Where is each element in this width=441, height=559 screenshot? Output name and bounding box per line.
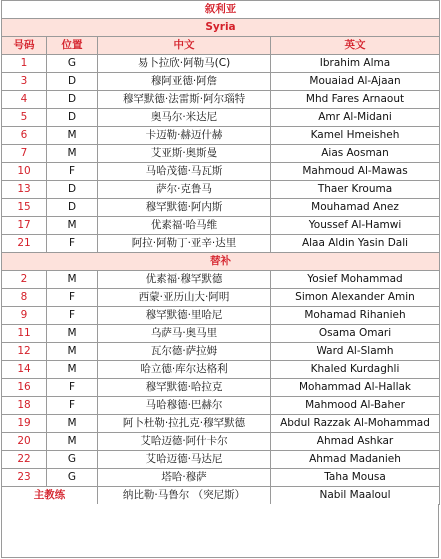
sheet-title: 叙利亚 xyxy=(2,1,440,19)
player-position: D xyxy=(47,73,98,91)
player-number: 23 xyxy=(2,469,47,487)
player-name-english: Ward Al-Slamh xyxy=(271,343,440,361)
player-name-chinese: 奥马尔·米达尼 xyxy=(98,109,271,127)
player-name-english: Simon Alexander Amin xyxy=(271,289,440,307)
player-position: F xyxy=(47,307,98,325)
player-name-chinese: 艾亚斯·奥斯曼 xyxy=(98,145,271,163)
player-position: G xyxy=(47,55,98,73)
player-number: 11 xyxy=(2,325,47,343)
player-position: F xyxy=(47,397,98,415)
player-row xyxy=(2,289,440,307)
player-number: 9 xyxy=(2,307,47,325)
player-number: 5 xyxy=(2,109,47,127)
player-name-chinese: 萨尔·克鲁马 xyxy=(98,181,271,199)
player-number: 8 xyxy=(2,289,47,307)
player-name-chinese: 阿拉·阿勒丁·亚辛·达里 xyxy=(98,235,271,253)
player-name-chinese: 阿卜杜勒·拉扎克·穆罕默德 xyxy=(98,415,271,433)
header-number: 号码 xyxy=(2,37,47,55)
player-position: D xyxy=(47,109,98,127)
player-number: 3 xyxy=(2,73,47,91)
player-number: 14 xyxy=(2,361,47,379)
player-row xyxy=(2,235,440,253)
player-position: M xyxy=(47,271,98,289)
player-name-english: Ibrahim Alma xyxy=(271,55,440,73)
player-position: M xyxy=(47,127,98,145)
player-row xyxy=(2,55,440,73)
player-row xyxy=(2,181,440,199)
player-name-chinese: 穆罕默德·里哈尼 xyxy=(98,307,271,325)
player-position: D xyxy=(47,199,98,217)
player-name-english: Youssef Al-Hamwi xyxy=(271,217,440,235)
player-name-english: Mouhamad Anez xyxy=(271,199,440,217)
player-name-chinese: 穆阿亚德·阿詹 xyxy=(98,73,271,91)
player-number: 7 xyxy=(2,145,47,163)
player-row xyxy=(2,271,440,289)
player-row xyxy=(2,343,440,361)
coach-row xyxy=(2,487,440,505)
coach-name-chinese: 纳比勒·马鲁尔 （突尼斯） xyxy=(98,487,271,505)
player-position: M xyxy=(47,145,98,163)
player-name-english: Kamel Hmeisheh xyxy=(271,127,440,145)
player-number: 12 xyxy=(2,343,47,361)
header-english-name: 英文 xyxy=(271,37,440,55)
player-name-chinese: 艾哈迈德·阿什卡尔 xyxy=(98,433,271,451)
player-row xyxy=(2,109,440,127)
player-name-chinese: 马哈穆德·巴赫尔 xyxy=(98,397,271,415)
player-row xyxy=(2,199,440,217)
substitutes-heading: 替补 xyxy=(2,253,440,271)
player-row xyxy=(2,163,440,181)
header-chinese-name: 中文 xyxy=(98,37,271,55)
player-number: 20 xyxy=(2,433,47,451)
player-name-chinese: 穆罕默德·法雷斯·阿尔瑙特 xyxy=(98,91,271,109)
player-name-english: Alaa Aldin Yasin Dali xyxy=(271,235,440,253)
player-position: M xyxy=(47,325,98,343)
player-position: M xyxy=(47,217,98,235)
header-position: 位置 xyxy=(47,37,98,55)
player-name-english: Aias Aosman xyxy=(271,145,440,163)
player-position: F xyxy=(47,235,98,253)
player-position: M xyxy=(47,433,98,451)
player-position: D xyxy=(47,181,98,199)
player-name-chinese: 卡迈勒·赫迈什赫 xyxy=(98,127,271,145)
player-name-chinese: 穆罕默德·哈拉克 xyxy=(98,379,271,397)
player-name-english: Mahmoud Al-Mawas xyxy=(271,163,440,181)
player-name-english: Mohamad Rihanieh xyxy=(271,307,440,325)
player-name-english: Yosief Mohammad xyxy=(271,271,440,289)
player-row xyxy=(2,127,440,145)
player-name-english: Mhd Fares Arnaout xyxy=(271,91,440,109)
player-number: 6 xyxy=(2,127,47,145)
player-number: 2 xyxy=(2,271,47,289)
player-number: 13 xyxy=(2,181,47,199)
player-name-english: Khaled Kurdaghli xyxy=(271,361,440,379)
player-name-english: Amr Al-Midani xyxy=(271,109,440,127)
player-name-chinese: 易卜拉欣·阿勒马(C) xyxy=(98,55,271,73)
player-position: M xyxy=(47,343,98,361)
player-row xyxy=(2,91,440,109)
player-name-chinese: 艾哈迈德·马达尼 xyxy=(98,451,271,469)
player-row xyxy=(2,307,440,325)
player-position: G xyxy=(47,451,98,469)
player-position: M xyxy=(47,415,98,433)
player-name-english: Ahmad Ashkar xyxy=(271,433,440,451)
player-name-english: Abdul Razzak Al-Mohammad xyxy=(271,415,440,433)
player-position: F xyxy=(47,379,98,397)
player-row xyxy=(2,217,440,235)
player-number: 17 xyxy=(2,217,47,235)
player-name-chinese: 马哈茂德·马瓦斯 xyxy=(98,163,271,181)
player-number: 15 xyxy=(2,199,47,217)
player-row xyxy=(2,379,440,397)
player-row xyxy=(2,145,440,163)
player-position: D xyxy=(47,91,98,109)
player-number: 10 xyxy=(2,163,47,181)
player-name-chinese: 乌萨马·奥马里 xyxy=(98,325,271,343)
player-name-english: Ahmad Madanieh xyxy=(271,451,440,469)
player-name-chinese: 优素福·穆罕默德 xyxy=(98,271,271,289)
player-row xyxy=(2,325,440,343)
player-number: 19 xyxy=(2,415,47,433)
player-name-english: Taha Mousa xyxy=(271,469,440,487)
empty-sheet-area xyxy=(1,504,439,558)
player-row xyxy=(2,73,440,91)
player-name-english: Osama Omari xyxy=(271,325,440,343)
player-position: G xyxy=(47,469,98,487)
team-name: Syria xyxy=(2,19,440,37)
player-position: M xyxy=(47,361,98,379)
player-name-chinese: 瓦尔德·萨拉姆 xyxy=(98,343,271,361)
player-number: 16 xyxy=(2,379,47,397)
roster-table xyxy=(1,0,440,505)
player-row xyxy=(2,433,440,451)
player-name-english: Mouaiad Al-Ajaan xyxy=(271,73,440,91)
player-row xyxy=(2,451,440,469)
player-number: 18 xyxy=(2,397,47,415)
player-name-chinese: 哈立德·库尔达格利 xyxy=(98,361,271,379)
player-name-chinese: 优素福·哈马维 xyxy=(98,217,271,235)
player-row xyxy=(2,415,440,433)
player-number: 21 xyxy=(2,235,47,253)
player-number: 22 xyxy=(2,451,47,469)
player-row xyxy=(2,361,440,379)
player-name-chinese: 塔哈·穆萨 xyxy=(98,469,271,487)
player-row xyxy=(2,397,440,415)
column-header-row xyxy=(2,37,440,55)
player-number: 1 xyxy=(2,55,47,73)
player-position: F xyxy=(47,289,98,307)
player-name-chinese: 西蒙·亚历山大·阿明 xyxy=(98,289,271,307)
player-name-chinese: 穆罕默德·阿内斯 xyxy=(98,199,271,217)
roster-body xyxy=(2,1,440,505)
coach-label: 主教练 xyxy=(2,487,98,505)
coach-name-english: Nabil Maaloul xyxy=(271,487,440,505)
player-row xyxy=(2,469,440,487)
player-name-english: Mohammad Al-Hallak xyxy=(271,379,440,397)
player-name-english: Mahmood Al-Baher xyxy=(271,397,440,415)
player-position: F xyxy=(47,163,98,181)
player-number: 4 xyxy=(2,91,47,109)
player-name-english: Thaer Krouma xyxy=(271,181,440,199)
